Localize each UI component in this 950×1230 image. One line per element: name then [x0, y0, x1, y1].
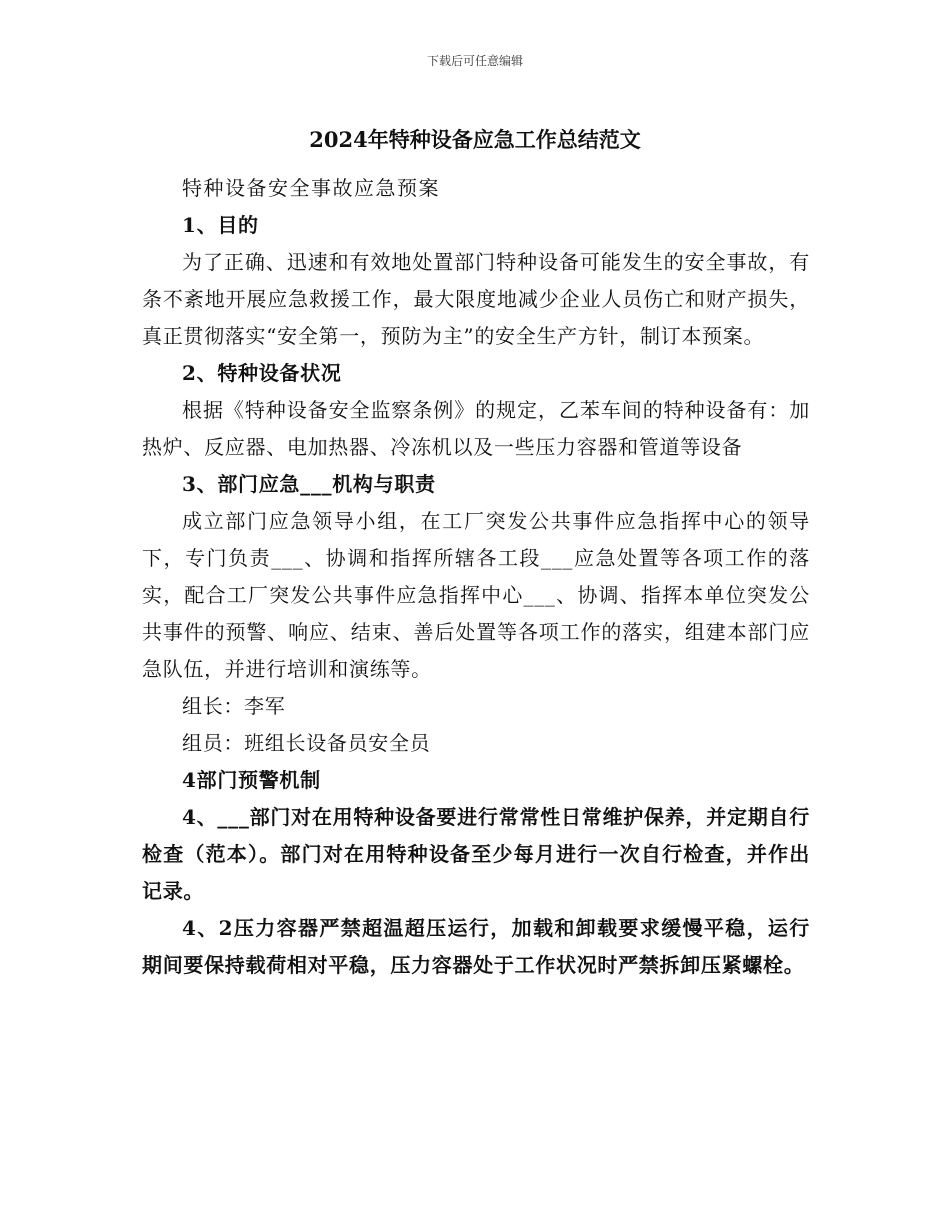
heading-purpose: 1、目的 [182, 213, 259, 237]
paragraph-maintenance: 4、___部门对在用特种设备要进行常常性日常维护保养，并定期自行检查（范本）。部门对在用特种设备至少每月进行一次自行检查，并作出记录。 [142, 805, 810, 903]
document-title: 2024年特种设备应急工作总结范文 [309, 127, 641, 152]
page-header: 下载后可任意编辑 [426, 54, 523, 68]
paragraph-organization: 成立部门应急领导小组，在工厂突发公共事件应急指挥中心的领导下，专门负责___、协调和指挥所辖各工段___应急处置等各项工作的落实，配合工厂突发公共事件应急指挥中心___、协调、指挥本单位突发公共事件的预警、响应、结束、善后处置等各项工作的落实，组建本部门应急队伍，并进行培训和演练等。 [142, 509, 810, 681]
paragraph-plan-name: 特种设备安全事故应急预案 [182, 176, 440, 200]
paragraph-team-leader: 组长：李军 [182, 694, 286, 718]
document-body [142, 170, 810, 984]
heading-organization: 3、部门应急___机构与职责 [182, 472, 436, 496]
paragraph-team-members: 组员：班组长设备员安全员 [182, 731, 431, 755]
paragraph-purpose: 为了正确、迅速和有效地处置部门特种设备可能发生的安全事故，有条不紊地开展应急救援工作，最大限度地减少企业人员伤亡和财产损失，真正贯彻落实“安全第一，预防为主”的安全生产方针，制订本预案。 [142, 250, 810, 348]
heading-warning-mechanism: 4部门预警机制 [182, 768, 321, 792]
heading-equipment-status: 2、特种设备状况 [182, 361, 342, 385]
paragraph-equipment-status: 根据《特种设备安全监察条例》的规定，乙苯车间的特种设备有：加热炉、反应器、电加热器、冷冻机以及一些压力容器和管道等设备 [142, 398, 810, 459]
paragraph-pressure-vessel: 4、2压力容器严禁超温超压运行，加载和卸载要求缓慢平稳，运行期间要保持载荷相对平稳，压力容器处于工作状况时严禁拆卸压紧螺栓。 [142, 916, 810, 977]
